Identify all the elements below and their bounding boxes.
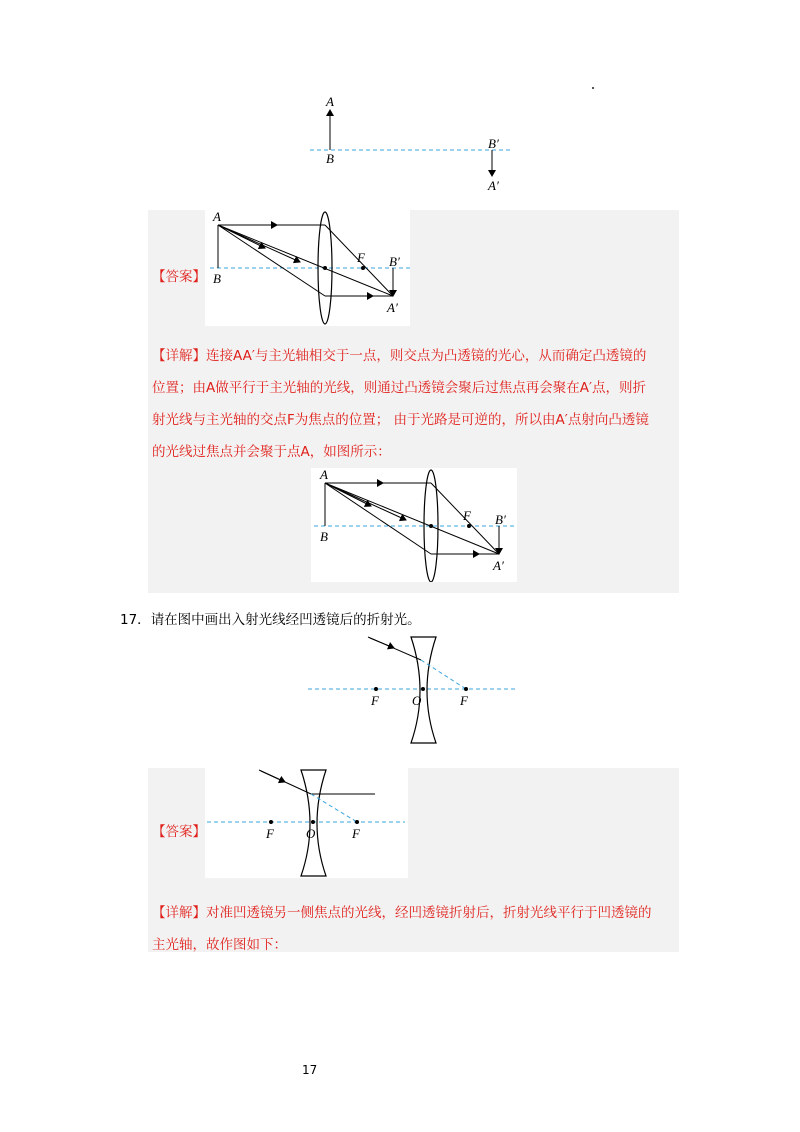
focus-dot [361, 266, 365, 270]
detail1-figure [311, 468, 517, 582]
label-o: O [306, 826, 316, 841]
question-17 [120, 608, 421, 628]
top-figure [310, 90, 530, 200]
detail1-line-3: 射光线与主光轴的交点F为焦点的位置； 由于光路是可逆的，所以由A′点射向凸透镜 [152, 412, 649, 428]
label-a: A [213, 210, 221, 224]
detail2-line-2: 主光轴，故作图如下： [152, 937, 287, 953]
label-f: F [357, 250, 365, 265]
label-f-left: F [266, 826, 274, 841]
question-text: 请在图中画出入射光线经凹透镜后的折射光。 [150, 612, 421, 628]
label-f: F [463, 508, 471, 523]
page-number: 17 [302, 1063, 318, 1077]
optical-center-dot [323, 266, 327, 270]
question-number: 17． [120, 612, 151, 628]
focus-left-dot [374, 687, 378, 691]
label-a: A [320, 468, 328, 482]
detail1-tag: 【详解】 [152, 348, 206, 364]
answer1-tag: 【答案】 [152, 269, 206, 285]
detail1-line-1: 【详解】连接AA′与主光轴相交于一点，则交点为凸透镜的光心，从而确定凸透镜的 [152, 348, 647, 364]
detail2-line-1: 【详解】对准凹透镜另一侧焦点的光线，经凹透镜折射后，折射光线平行于凹透镜的 [152, 905, 652, 921]
optical-center-dot [311, 820, 315, 824]
focus-left-dot [269, 820, 273, 824]
label-a-prime: A′ [493, 558, 504, 573]
question17-figure [308, 635, 523, 747]
label-a-prime: A′ [387, 300, 398, 315]
detail2-tag: 【详解】 [152, 905, 206, 921]
detail1-line-2: 位置；由A做平行于主光轴的光线，则通过凸透镜会聚后过焦点再会聚在A′点，则折 [152, 380, 647, 396]
focus-right-dot [355, 820, 359, 824]
label-f-left: F [371, 693, 379, 708]
focus-right-dot [464, 687, 468, 691]
answer2-figure [205, 768, 408, 878]
label-b-prime: B′ [495, 512, 506, 527]
label-b-prime: B′ [389, 254, 400, 269]
focus-ray [218, 225, 325, 296]
label-f-right: F [352, 826, 360, 841]
label-a-prime: A′ [488, 178, 499, 193]
answer1-figure [205, 210, 410, 326]
answer2-tag: 【答案】 [152, 824, 206, 840]
label-b-prime: B′ [488, 136, 499, 151]
detail1-paragraph [152, 340, 677, 468]
detail1-line-4: 的光线过焦点并会聚于点A，如图所示： [152, 444, 391, 460]
label-b: B [326, 151, 334, 166]
label-f-right: F [460, 693, 468, 708]
label-a: A [326, 94, 334, 109]
label-o: O [412, 693, 422, 708]
optical-center-dot [421, 687, 425, 691]
label-b: B [320, 529, 328, 544]
label-b: B [213, 271, 221, 286]
center-ray [218, 225, 393, 296]
detail2-paragraph [152, 897, 677, 961]
stray-dot [592, 87, 594, 89]
